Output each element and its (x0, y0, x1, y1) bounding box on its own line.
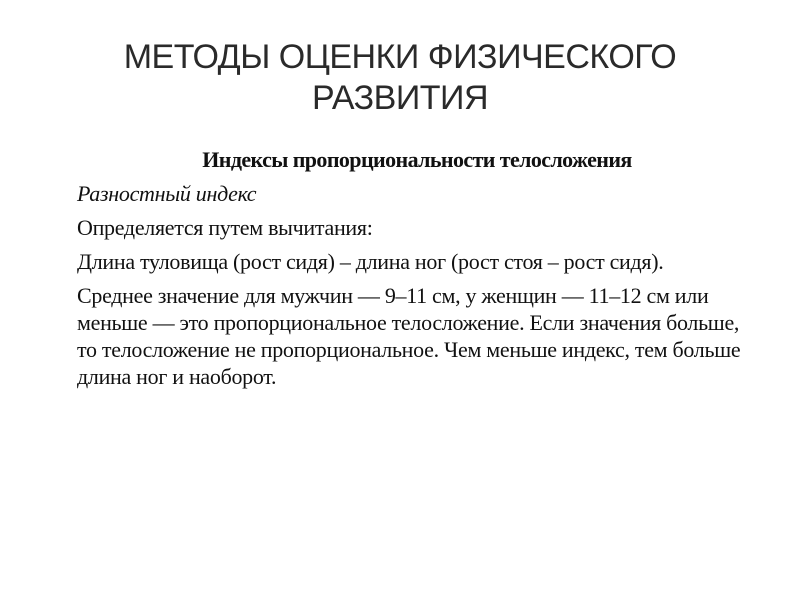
paragraph-values: Среднее значение для мужчин — 9–11 см, у женщин — 11–12 см или меньше — это пропорциональное телосложение. Если значения больше, то телосложение не пропорциональное. Чем меньше индекс, тем больше длина ног и наоборот. (77, 283, 741, 389)
paragraph-formula: Длина туловища (рост сидя) – длина ног (рост стоя – рост сидя). (77, 249, 664, 274)
slide-title: МЕТОДЫ ОЦЕНКИ ФИЗИЧЕСКОГО РАЗВИТИЯ (123, 38, 677, 117)
section-subtitle: Индексы пропорциональности телосложения (202, 147, 632, 172)
paragraph-definition: Определяется путем вычитания: (77, 215, 373, 240)
index-name: Разностный индекс (77, 181, 257, 206)
slide-body (77, 146, 757, 396)
